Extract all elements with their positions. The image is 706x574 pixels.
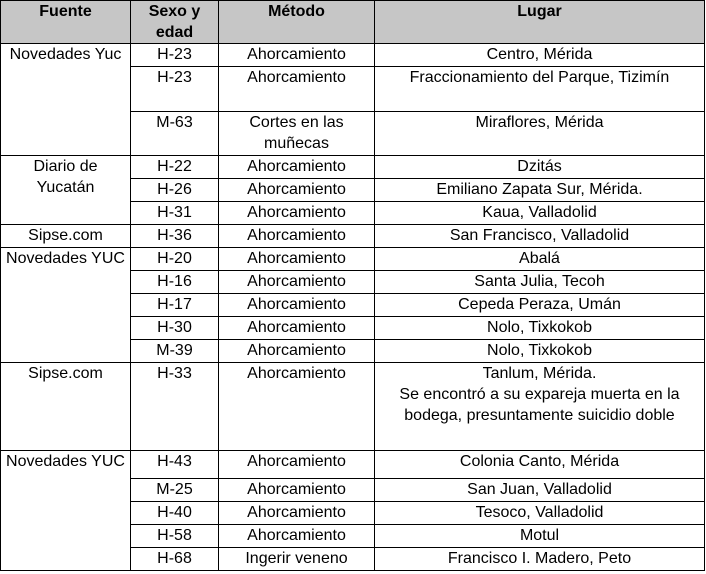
metodo-cell: Ahorcamiento: [219, 67, 375, 112]
sexo-edad-cell: H-22: [131, 156, 219, 179]
sexo-edad-cell: H-31: [131, 202, 219, 225]
source-cell: Novedades YUC: [1, 451, 131, 571]
sexo-edad-cell: M-39: [131, 340, 219, 363]
lugar-cell: Emiliano Zapata Sur, Mérida.: [375, 179, 705, 202]
lugar-cell: Tesoco, Valladolid: [375, 502, 705, 525]
sexo-edad-cell: H-23: [131, 44, 219, 67]
metodo-cell: Ahorcamiento: [219, 340, 375, 363]
metodo-cell: Ahorcamiento: [219, 156, 375, 179]
table-row: [1, 44, 705, 67]
lugar-cell: Motul: [375, 525, 705, 548]
source-cell: Novedades Yuc: [1, 44, 131, 156]
sexo-edad-cell: H-20: [131, 248, 219, 271]
table-row: [1, 225, 705, 248]
table-row: [1, 156, 705, 179]
lugar-cell: Santa Julia, Tecoh: [375, 271, 705, 294]
lugar-cell: Cepeda Peraza, Umán: [375, 294, 705, 317]
lugar-cell: Kaua, Valladolid: [375, 202, 705, 225]
lugar-text: Tanlum, Mérida.: [482, 365, 597, 382]
lugar-cell: Fraccionamiento del Parque, Tizimín: [375, 67, 705, 112]
header-fuente: Fuente: [1, 1, 131, 44]
metodo-cell: Ahorcamiento: [219, 225, 375, 248]
header-metodo: Método: [219, 1, 375, 44]
lugar-cell: Francisco I. Madero, Peto: [375, 548, 705, 571]
sexo-edad-cell: H-23: [131, 67, 219, 112]
lugar-note: Se encontró a su expareja muerta en la bodega, presuntamente suicidio doble: [399, 386, 680, 424]
metodo-cell: Ahorcamiento: [219, 202, 375, 225]
table-row: [1, 248, 705, 271]
metodo-cell: Ahorcamiento: [219, 271, 375, 294]
metodo-cell: Ahorcamiento: [219, 451, 375, 479]
metodo-cell: Ahorcamiento: [219, 479, 375, 502]
source-cell: Sipse.com: [1, 225, 131, 248]
metodo-cell: Ahorcamiento: [219, 294, 375, 317]
sexo-edad-cell: M-63: [131, 112, 219, 156]
sexo-edad-cell: H-30: [131, 317, 219, 340]
header-lugar: Lugar: [375, 1, 705, 44]
metodo-cell: Ahorcamiento: [219, 363, 375, 451]
lugar-cell: Centro, Mérida: [375, 44, 705, 67]
metodo-cell: Ahorcamiento: [219, 317, 375, 340]
sexo-edad-cell: M-25: [131, 479, 219, 502]
sexo-edad-cell: H-16: [131, 271, 219, 294]
source-cell: Novedades YUC: [1, 248, 131, 363]
lugar-cell: Nolo, Tixkokob: [375, 317, 705, 340]
sexo-edad-cell: H-58: [131, 525, 219, 548]
source-cell: Diario de Yucatán: [1, 156, 131, 225]
metodo-cell: Ingerir veneno: [219, 548, 375, 571]
header-row: [1, 1, 705, 44]
metodo-cell: Ahorcamiento: [219, 44, 375, 67]
table-row: [1, 451, 705, 479]
metodo-cell: Ahorcamiento: [219, 502, 375, 525]
lugar-cell: Colonia Canto, Mérida: [375, 451, 705, 479]
sexo-edad-cell: H-17: [131, 294, 219, 317]
metodo-cell: Ahorcamiento: [219, 525, 375, 548]
lugar-cell: Abalá: [375, 248, 705, 271]
lugar-cell: Dzitás: [375, 156, 705, 179]
lugar-cell: San Francisco, Valladolid: [375, 225, 705, 248]
table-row: [1, 363, 705, 451]
lugar-cell: [375, 363, 705, 451]
sexo-edad-cell: H-33: [131, 363, 219, 451]
lugar-cell: San Juan, Valladolid: [375, 479, 705, 502]
lugar-cell: Nolo, Tixkokob: [375, 340, 705, 363]
sexo-edad-cell: H-26: [131, 179, 219, 202]
source-cell: Sipse.com: [1, 363, 131, 451]
metodo-cell: Ahorcamiento: [219, 248, 375, 271]
sexo-edad-cell: H-40: [131, 502, 219, 525]
sexo-edad-cell: H-43: [131, 451, 219, 479]
sexo-edad-cell: H-68: [131, 548, 219, 571]
lugar-cell: Miraflores, Mérida: [375, 112, 705, 156]
metodo-cell: Ahorcamiento: [219, 179, 375, 202]
sexo-edad-cell: H-36: [131, 225, 219, 248]
header-sexo-edad: Sexo y edad: [131, 1, 219, 44]
metodo-cell: Cortes en las muñecas: [219, 112, 375, 156]
